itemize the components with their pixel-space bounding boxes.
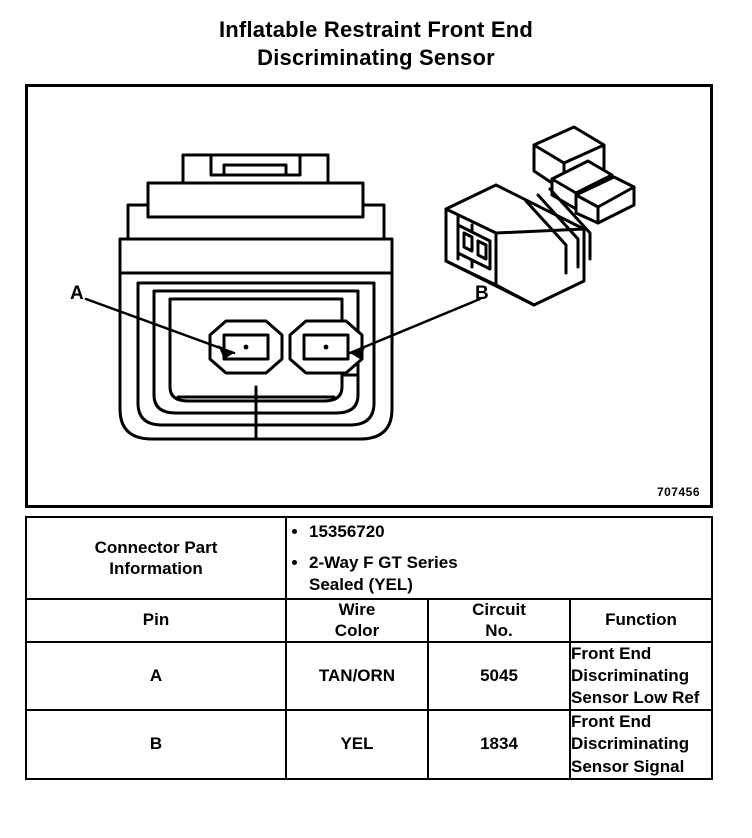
connector-part-description-line-2: Sealed (YEL)	[309, 575, 413, 595]
cell-function-line-1: Front End Discriminating	[571, 644, 690, 686]
cell-function-line-2: Sensor Signal	[571, 756, 685, 776]
connector-part-description-line-1: • 2-Way F GT Series	[309, 553, 458, 573]
figure-number: 707456	[656, 485, 700, 499]
callout-label-a: A	[70, 283, 84, 304]
column-header-circuit-line-1: Circuit	[472, 600, 526, 620]
connector-part-information-values	[286, 517, 712, 599]
connector-part-information-label-line-2: Information	[109, 559, 203, 579]
cell-pin: A	[26, 642, 286, 710]
cell-function	[570, 642, 712, 710]
column-header-circuit-line-2: No.	[485, 620, 513, 640]
column-header-circuit-no	[428, 599, 570, 642]
cell-wire-color: TAN/ORN	[286, 642, 428, 710]
connector-part-information-label	[26, 517, 286, 599]
table-row	[26, 710, 712, 778]
column-header-wire-color-line-2: Color	[334, 620, 380, 640]
cell-circuit-no: 5045	[428, 642, 570, 710]
pinout-table	[25, 516, 713, 780]
column-header-function: Function	[570, 599, 712, 642]
connector-part-description	[309, 552, 711, 596]
connector-part-information-row	[26, 517, 712, 599]
table-row	[26, 642, 712, 710]
column-header-wire-color-line-1: Wire	[338, 600, 376, 620]
cell-pin: B	[26, 710, 286, 778]
connector-illustration	[28, 87, 710, 505]
page-title	[0, 16, 752, 72]
terminal-cavity-b-icon	[290, 321, 362, 373]
table-header-row	[26, 599, 712, 642]
cell-wire-color: YEL	[286, 710, 428, 778]
column-header-pin: Pin	[26, 599, 286, 642]
illustration-panel	[25, 84, 713, 508]
page-title-line-1: Inflatable Restraint Front End	[218, 17, 534, 42]
cell-function-line-1: Front End Discriminating	[571, 712, 690, 754]
cell-function	[570, 710, 712, 778]
connector-part-information-label-line-1: Connector Part	[94, 537, 218, 557]
callout-label-b: B	[475, 283, 489, 304]
connector-part-number: • 15356720	[309, 521, 711, 543]
connector-side-view-icon	[446, 127, 634, 305]
column-header-wire-color	[286, 599, 428, 642]
cell-circuit-no: 1834	[428, 710, 570, 778]
page-title-line-2: Discriminating Sensor	[257, 45, 495, 71]
cell-function-line-2: Sensor Low Ref	[571, 688, 700, 708]
